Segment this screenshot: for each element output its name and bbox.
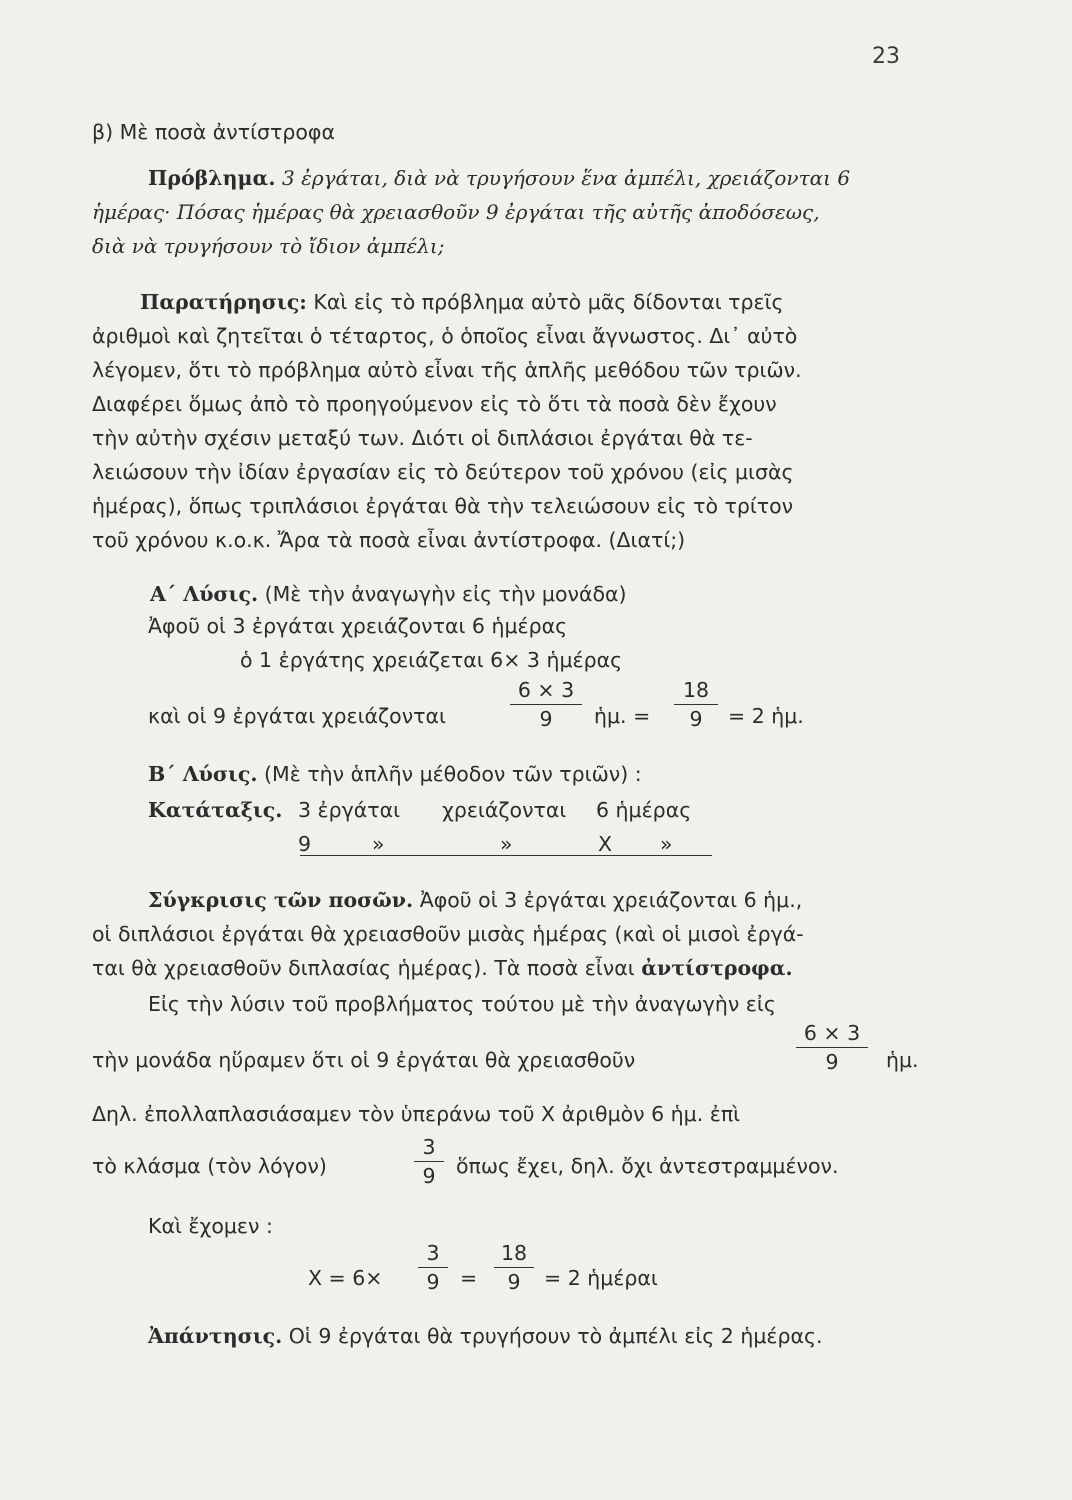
remark-line-3: λέγομεν, ὅτι τὸ πρόβλημα αὐτὸ εἶναι τῆς ἁπλῆς μεθόδου τῶν τριῶν. <box>92 358 802 382</box>
solution-a-line-1: Ἀφοῦ οἱ 3 ἐργάται χρειάζονται 6 ἡμέρας <box>148 614 568 638</box>
solution-a-line-2: ὁ 1 ἐργάτης χρειάζεται 6× 3 ἡμέρας <box>240 648 623 672</box>
solution-a-result: = 2 ἡμ. <box>728 704 804 728</box>
equation-right: = 2 ἡμέραι <box>544 1266 658 1290</box>
solution-b-label: Β΄ Λύσις. <box>148 762 258 786</box>
comparison-unit: ἡμ. <box>886 1048 919 1072</box>
problem-line-3: διὰ νὰ τρυγήσουν τὸ ἴδιον ἀμπέλι; <box>92 234 445 258</box>
fraction-3-over-9: 3 9 <box>414 1134 444 1189</box>
comparison-line-1: Σύγκρισις τῶν ποσῶν. Ἀφοῦ οἱ 3 ἐργάται χρειάζονται 6 ἡμ., <box>148 888 803 912</box>
remark-line-7: ἡμέρας), ὅπως τριπλάσιοι ἐργάται θὰ τὴν τελειώσουν εἰς τὸ τρίτον <box>92 494 794 518</box>
page-number: 23 <box>872 44 900 69</box>
remark-line-1: Παρατήρησις: Καὶ εἰς τὸ πρόβλημα αὐτὸ μᾶς δίδονται τρεῖς <box>140 290 784 314</box>
fraction-18-over-9: 18 9 <box>674 677 718 732</box>
solution-a-heading: Α΄ Λύσις. (Μὲ τὴν ἀναγωγὴν εἰς τὴν μονάδα) <box>150 582 627 606</box>
fraction-comparison-6x3-over-9: 6 × 3 9 <box>796 1020 868 1075</box>
comparison-line-7-b: ὅπως ἔχει, δηλ. ὄχι ἀντεστραμμένον. <box>456 1154 839 1178</box>
comparison-line-4: Εἰς τὴν λύσιν τοῦ προβλήματος τούτου μὲ τὴν ἀναγωγὴν εἰς <box>148 992 776 1016</box>
arrangement-row-2-x: X <box>598 832 613 856</box>
answer-line: Ἀπάντησις. Οἱ 9 ἐργάται θὰ τρυγήσουν τὸ ἀμπέλι εἰς 2 ἡμέρας. <box>148 1324 823 1348</box>
remark-line-5: τὴν αὐτὴν σχέσιν μεταξύ των. Διότι οἱ διπλάσιοι ἐργάται θὰ τε- <box>92 426 753 450</box>
comparison-line-8: Καὶ ἔχομεν : <box>148 1214 273 1238</box>
comparison-line-3: ται θὰ χρειασθοῦν διπλασίας ἡμέρας). Τὰ ποσὰ εἶναι ἀντίστροφα. <box>92 956 793 980</box>
equation-fraction-3-over-9: 3 9 <box>418 1240 448 1295</box>
answer-label: Ἀπάντησις. <box>148 1324 283 1348</box>
remark-label: Παρατήρησις: <box>140 290 307 314</box>
arrangement-row-2-q3: » <box>660 832 673 856</box>
inverse-emphasis: ἀντίστροφα. <box>641 956 793 980</box>
solution-a-label: Α΄ Λύσις. <box>150 582 259 606</box>
fraction-6x3-over-9: 6 × 3 9 <box>510 677 582 732</box>
unit-hm-equals: ἡμ. = <box>594 704 651 728</box>
solution-a-line-3: καὶ οἱ 9 ἐργάται χρειάζονται <box>148 704 446 728</box>
comparison-line-5: τὴν μονάδα ηὕραμεν ὅτι οἱ 9 ἐργάται θὰ χρειασθοῦν <box>92 1048 636 1072</box>
remark-line-8: τοῦ χρόνου κ.ο.κ. Ἄρα τὰ ποσὰ εἶναι ἀντίστροφα. (Διατί;) <box>92 528 686 552</box>
problem-line-1: Πρόβλημα. 3 ἐργάται, διὰ νὰ τρυγήσουν ἕνα ἀμπέλι, χρειάζονται 6 <box>148 166 851 190</box>
equation-equals: = <box>460 1266 478 1290</box>
arrangement-underline <box>300 855 712 856</box>
remark-line-4: Διαφέρει ὅμως ἀπὸ τὸ προηγούμενον εἰς τὸ ὅτι τὰ ποσὰ δὲν ἔχουν <box>92 392 777 416</box>
equation-fraction-18-over-9: 18 9 <box>494 1240 534 1295</box>
equation-left: X = 6× <box>308 1266 383 1290</box>
comparison-line-7-a: τὸ κλάσμα (τὸν λόγον) <box>92 1154 327 1178</box>
arrangement-row-1-b: χρειάζονται <box>442 798 567 822</box>
solution-b-heading: Β΄ Λύσις. (Μὲ τὴν ἁπλῆν μέθοδον τῶν τριῶν) : <box>148 762 642 786</box>
comparison-line-6: Δηλ. ἐπολλαπλασιάσαμεν τὸν ὑπεράνω τοῦ X ἀριθμὸν 6 ἡμ. ἐπὶ <box>92 1102 741 1126</box>
remark-line-2: ἀριθμοὶ καὶ ζητεῖται ὁ τέταρτος, ὁ ὁποῖος εἶναι ἄγνωστος. Δι᾽ αὐτὸ <box>92 324 798 348</box>
arrangement-row-2-q2: » <box>500 832 513 856</box>
arrangement-row-1-c: 6 ἡμέρας <box>596 798 692 822</box>
remark-line-6: λειώσουν τὴν ἰδίαν ἐργασίαν εἰς τὸ δεύτερον τοῦ χρόνου (εἰς μισὰς <box>92 460 794 484</box>
arrangement-row-2-a: 9 <box>298 832 312 856</box>
arrangement-row-2-q1: » <box>372 832 385 856</box>
comparison-line-2: οἱ διπλάσιοι ἐργάται θὰ χρειασθοῦν μισὰς ἡμέρας (καὶ οἱ μισοὶ ἐργά- <box>92 922 804 946</box>
arrangement-label: Κατάταξις. <box>148 798 283 822</box>
arrangement-row-1-a: 3 ἐργάται <box>298 798 401 822</box>
problem-line-2: ἡμέρας· Πόσας ἡμέρας θὰ χρειασθοῦν 9 ἐργάται τῆς αὐτῆς ἀποδόσεως, <box>92 200 820 224</box>
comparison-label: Σύγκρισις τῶν ποσῶν. <box>148 888 414 912</box>
problem-label: Πρόβλημα. <box>148 166 276 190</box>
section-heading: β) Μὲ ποσὰ ἀντίστροφα <box>92 120 335 144</box>
